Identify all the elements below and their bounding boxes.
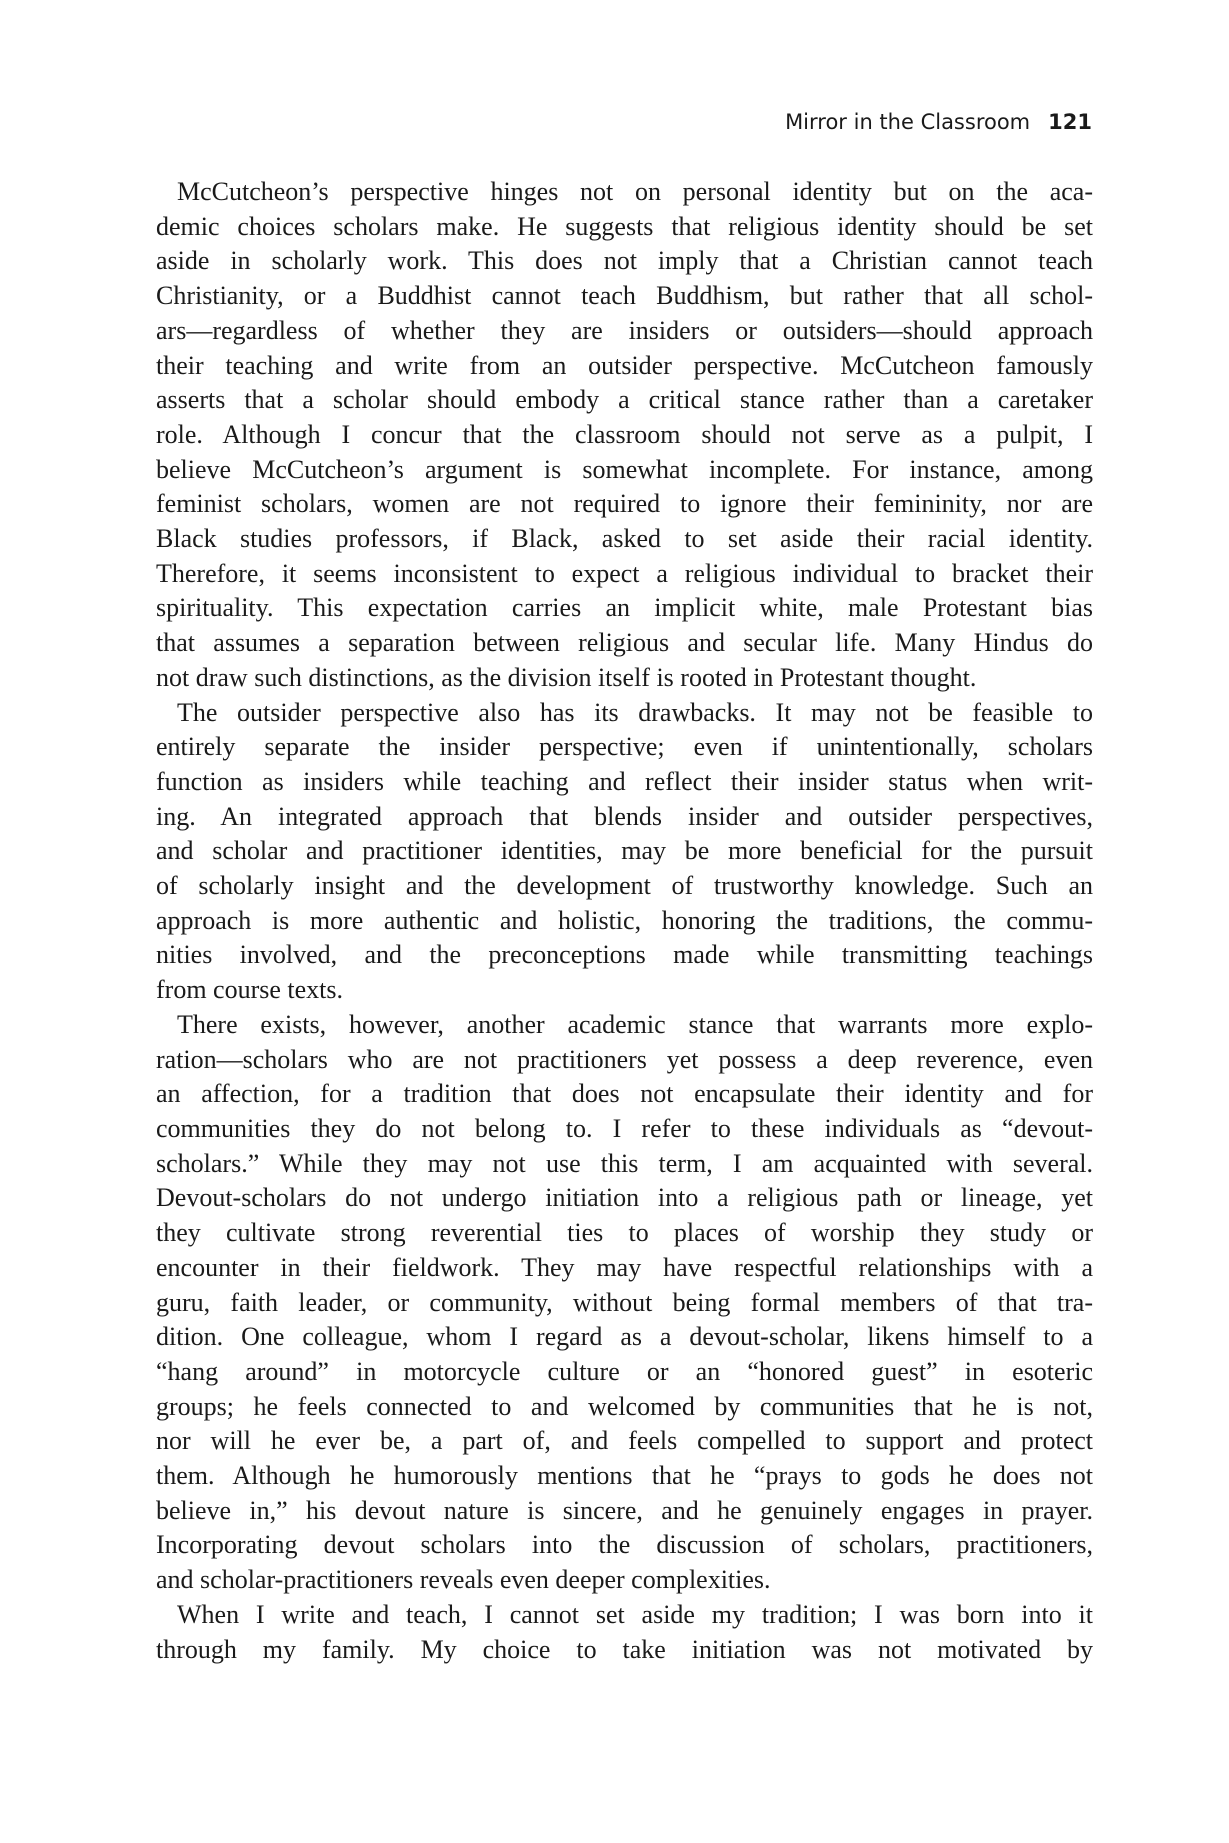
body-text [156, 175, 1093, 1667]
text-line: aside in scholarly work. This does not imply that a Christian cannot teach [156, 246, 1093, 276]
text-line: Devout-scholars do not undergo initiation into a religious path or lineage, yet [156, 1183, 1093, 1213]
text-line: guru, faith leader, or community, without being formal members of that tra- [156, 1287, 1093, 1317]
text-line: demic choices scholars make. He suggests that religious identity should be set [156, 211, 1093, 241]
text-line: Therefore, it seems inconsistent to expect a religious individual to bracket their [156, 558, 1093, 588]
paragraph [156, 696, 1093, 1008]
text-line: dition. One colleague, whom I regard as a devout-scholar, likens himself to a [156, 1322, 1093, 1352]
paragraph [156, 1598, 1093, 1667]
text-line: ars—regardless of whether they are insiders or outsiders—should approach [156, 315, 1093, 345]
text-line: Incorporating devout scholars into the discussion of scholars, practitioners, [156, 1530, 1093, 1560]
text-line: There exists, however, another academic stance that warrants more explo- [177, 1009, 1093, 1039]
text-line: McCutcheon’s perspective hinges not on personal identity but on the aca- [177, 177, 1093, 206]
text-line: not draw such distinctions, as the division itself is rooted in Protestant thought. [156, 662, 977, 692]
text-line: an affection, for a tradition that does not encapsulate their identity and for [156, 1079, 1093, 1109]
text-line: When I write and teach, I cannot set aside my tradition; I was born into it [177, 1599, 1093, 1629]
text-line: groups; he feels connected to and welcomed by communities that he is not, [156, 1391, 1093, 1421]
text-line: believe in,” his devout nature is sincere, and he genuinely engages in prayer. [156, 1495, 1093, 1525]
text-line: them. Although he humorously mentions that he “prays to gods he does not [156, 1461, 1093, 1491]
text-line: encounter in their fieldwork. They may have respectful relationships with a [156, 1252, 1093, 1282]
text-line: role. Although I concur that the classroom should not serve as a pulpit, I [156, 419, 1093, 449]
text-line: believe McCutcheon’s argument is somewhat incomplete. For instance, among [156, 454, 1093, 484]
text-line: they cultivate strong reverential ties to places of worship they study or [156, 1218, 1093, 1248]
text-line: from course texts. [156, 975, 344, 1005]
text-line: Black studies professors, if Black, asked to set aside their racial identity. [156, 524, 1093, 554]
text-line: that assumes a separation between religious and secular life. Many Hindus do [156, 628, 1093, 658]
text-line: The outsider perspective also has its drawbacks. It may not be feasible to [177, 697, 1093, 727]
paragraph [156, 175, 1093, 696]
page-number: 121 [1048, 110, 1092, 134]
text-line: ration—scholars who are not practitioners yet possess a deep reverence, even [156, 1044, 1093, 1074]
text-line: feminist scholars, women are not required to ignore their femininity, nor are [156, 489, 1093, 519]
text-line: nities involved, and the preconceptions made while transmitting teachings [156, 940, 1093, 970]
text-line: their teaching and write from an outsider perspective. McCutcheon famously [156, 350, 1093, 380]
text-line: function as insiders while teaching and reflect their insider status when writ- [156, 766, 1093, 796]
paragraph [156, 1008, 1093, 1598]
text-line: nor will he ever be, a part of, and feels compelled to support and protect [156, 1426, 1093, 1456]
text-line: spirituality. This expectation carries an implicit white, male Protestant bias [156, 593, 1093, 623]
running-head [785, 110, 1092, 134]
text-line: through my family. My choice to take initiation was not motivated by [156, 1634, 1093, 1664]
text-line: “hang around” in motorcycle culture or an “honored guest” in esoteric [156, 1356, 1093, 1386]
text-line: and scholar-practitioners reveals even deeper complexities. [156, 1565, 771, 1595]
text-line: asserts that a scholar should embody a critical stance rather than a caretaker [156, 385, 1093, 415]
text-line: Christianity, or a Buddhist cannot teach Buddhism, but rather that all schol- [156, 281, 1093, 311]
text-line: of scholarly insight and the development of trustworthy knowledge. Such an [156, 871, 1093, 901]
running-title: Mirror in the Classroom [785, 110, 1031, 134]
text-line: communities they do not belong to. I refer to these individuals as “devout- [156, 1113, 1093, 1143]
text-line: entirely separate the insider perspective; even if unintentionally, scholars [156, 732, 1093, 762]
text-line: and scholar and practitioner identities, may be more beneficial for the pursuit [156, 836, 1093, 866]
text-line: ing. An integrated approach that blends insider and outsider perspectives, [156, 801, 1093, 831]
text-line: scholars.” While they may not use this term, I am acquainted with several. [156, 1148, 1093, 1178]
text-line: approach is more authentic and holistic, honoring the traditions, the commu- [156, 905, 1093, 935]
